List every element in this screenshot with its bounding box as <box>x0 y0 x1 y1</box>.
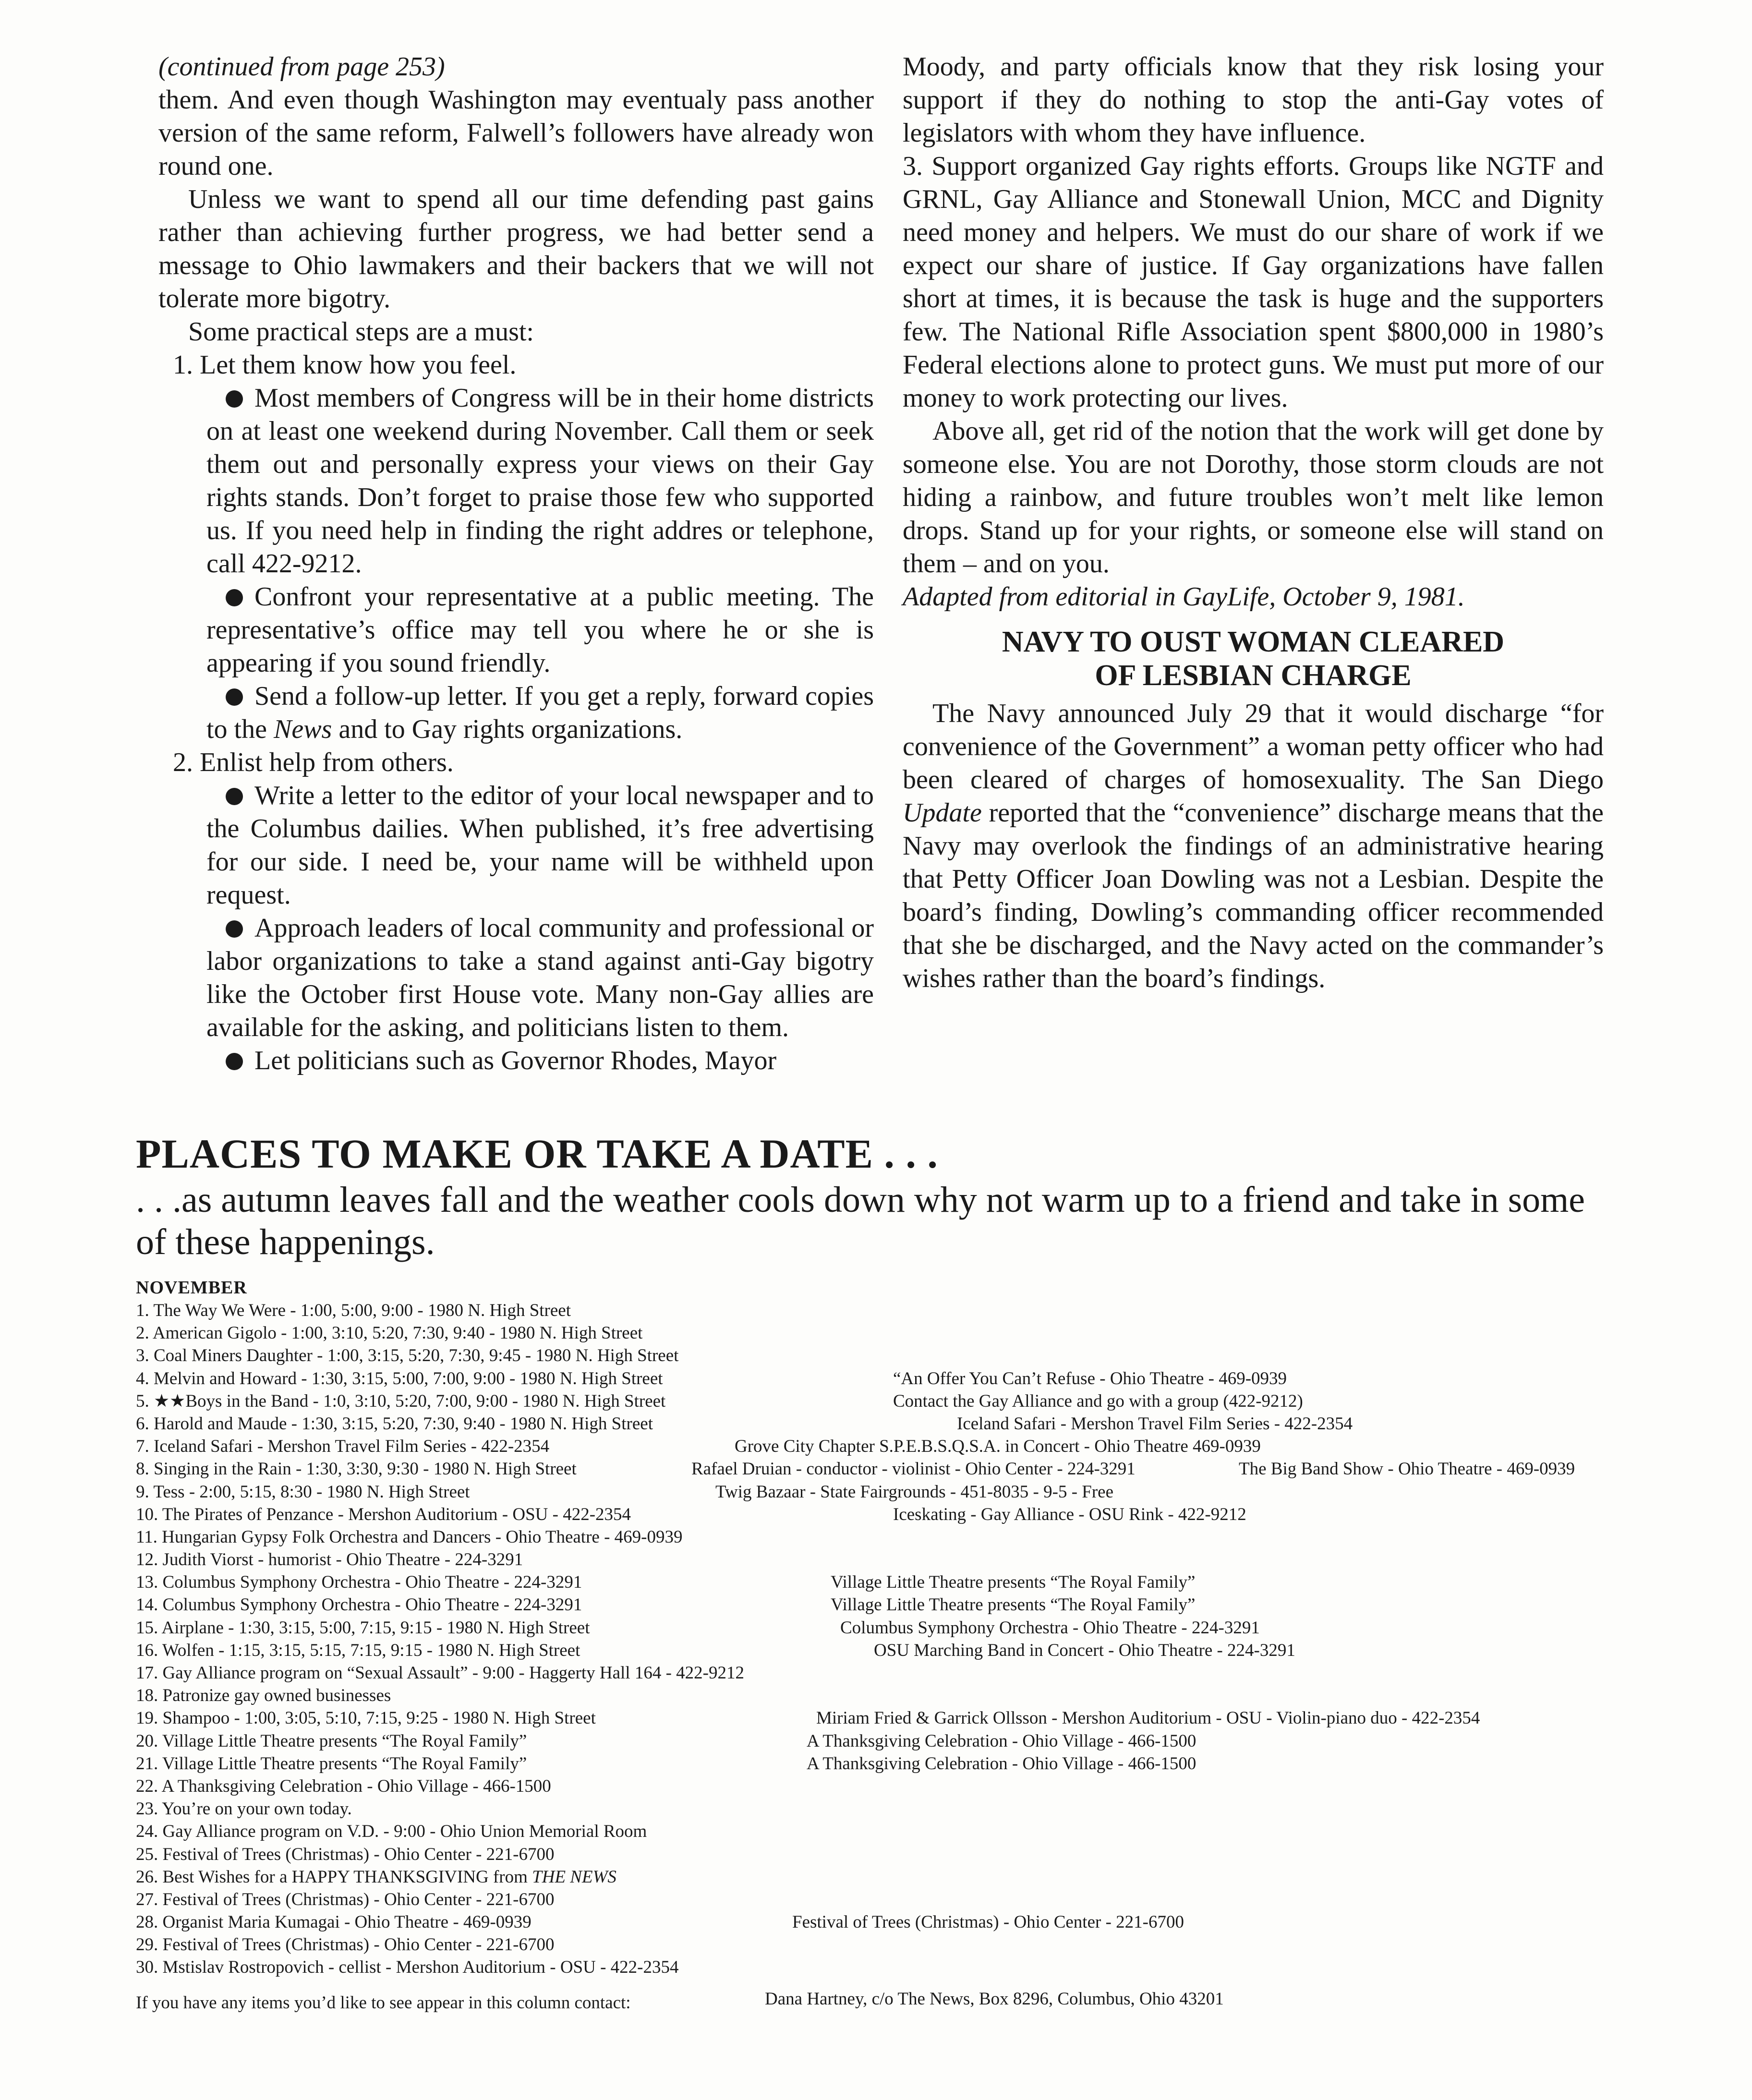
event-row: 13. Columbus Symphony Orchestra - Ohio Theatre - 224-3291 Village Little Theatre presents “The Royal Family” <box>136 1572 1196 1593</box>
step-2: 2. Enlist help from others. <box>173 748 454 777</box>
event-row: 10. The Pirates of Penzance - Mershon Auditorium - OSU - 422-2354 Iceskating - Gay Alliance - OSU Rink - 422-9212 <box>136 1504 1246 1524</box>
bullet-dot-icon <box>226 589 243 606</box>
bullet-dot-icon <box>226 1053 243 1070</box>
event-row: 4. Melvin and Howard - 1:30, 3:15, 5:00, 7:00, 9:00 - 1980 N. High Street “An Offer You Can’t Refuse - Ohio Theatre - 469-0939 <box>136 1368 1287 1388</box>
event-row: 3. Coal Miners Daughter - 1:00, 3:15, 5:20, 7:30, 9:45 - 1980 N. High Street <box>136 1346 679 1366</box>
bullet-item: Write a letter to the editor of your local newspaper and to the Columbus dailies. When published, it’s free advertising for our side. I need be, your name will be withheld upon request. <box>206 781 874 910</box>
event-row: 6. Harold and Maude - 1:30, 3:15, 5:20, 7:30, 9:40 - 1980 N. High Street Iceland Safari - Mershon Travel Film Series - 422-2354 <box>136 1413 1353 1434</box>
event-row: 29. Festival of Trees (Christmas) - Ohio Center - 221-6700 <box>136 1935 555 1955</box>
event-row: 27. Festival of Trees (Christmas) - Ohio Center - 221-6700 <box>136 1889 555 1909</box>
event-row: 1. The Way We Were - 1:00, 5:00, 9:00 - 1980 N. High Street <box>136 1301 571 1320</box>
paragraph: Unless we want to spend all our time defending past gains rather than achieving further progress, we had better send a message to Ohio lawmakers and their backers that we will not tolerate more bigotry. <box>158 184 874 314</box>
bullet-item: Most members of Congress will be in their home districts on at least one weekend during November. Call them or seek them out and personally express your views on their Gay rights stands. Don’t forget to praise those few who supported us. If you need help in finding the right addres or telephone, call 422-9212. <box>206 383 874 579</box>
article-left-column <box>158 50 874 1077</box>
bullet-dot-icon <box>226 688 243 706</box>
paragraph: Some practical steps are a must: <box>188 317 534 347</box>
event-row: 18. Patronize gay owned businesses <box>136 1686 391 1706</box>
event-row: 19. Shampoo - 1:00, 3:05, 5:10, 7:15, 9:25 - 1980 N. High Street Miriam Fried & Garrick Ollsson - Mershon Auditorium - OSU - Violin-piano duo - 422-2354 <box>136 1708 1480 1728</box>
paragraph: Above all, get rid of the notion that the work will get done by someone else. You are not Dorothy, those storm clouds are not hiding a rainbow, and future troubles won’t melt like lemon drops. Stand up for your rights, or someone else will stand on them – and on you. <box>903 416 1604 579</box>
step-1: 1. Let them know how you feel. <box>173 350 517 380</box>
bullet-item: Confront your representative at a public meeting. The representative’s office may tell you where he or she is appearing if you sound friendly. <box>206 582 874 678</box>
editorial-credit: Adapted from editorial in GayLife, October 9, 1981. <box>903 582 1465 612</box>
event-row: 24. Gay Alliance program on V.D. - 9:00 - Ohio Union Memorial Room <box>136 1822 647 1842</box>
bullet-item: Approach leaders of local community and professional or labor organizations to take a stand against anti-Gay bigotry like the October first House vote. Many non-Gay allies are available for the asking, and politicians listen to them. <box>206 913 874 1042</box>
bullet-dot-icon <box>226 390 243 408</box>
event-row: 26. Best Wishes for a HAPPY THANKSGIVING from THE NEWS <box>136 1867 616 1887</box>
paragraph: Moody, and party officials know that they risk losing your support if they do nothing to stop the anti-Gay votes of legislators with whom they have influence. <box>903 52 1604 148</box>
bullet-item: Let politicians such as Governor Rhodes, Mayor <box>158 1044 874 1077</box>
event-row: 11. Hungarian Gypsy Folk Orchestra and Dancers - Ohio Theatre - 469-0939 <box>136 1527 683 1547</box>
continued-note: (continued from page 253) <box>158 52 445 82</box>
event-row: 22. A Thanksgiving Celebration - Ohio Village - 466-1500 <box>136 1776 551 1796</box>
bullet-dot-icon <box>226 920 243 938</box>
event-row: 30. Mstislav Rostropovich - cellist - Mershon Auditorium - OSU - 422-2354 <box>136 1957 679 1978</box>
event-row: 23. You’re on your own today. <box>136 1799 352 1819</box>
event-row: 8. Singing in the Rain - 1:30, 3:30, 9:30 - 1980 N. High Street Rafael Druian - conductor - violinist - Ohio Center - 224-3291 The Big Band Show - Ohio Theatre - 469-0939 <box>136 1459 1575 1479</box>
bullet-dot-icon <box>226 788 243 805</box>
navy-headline: NAVY TO OUST WOMAN CLEARED OF LESBIAN CHARGE <box>1002 626 1505 692</box>
event-list <box>136 1299 1624 1979</box>
step-3: 3. Support organized Gay rights efforts. Groups like NGTF and GRNL, Gay Alliance and Stonewall Union, MCC and Dignity need money and helpers. We must do our share of work if we expect our share of justice. If Gay organizations have fallen short at times, it is because the task is huge and the supporters few. The National Rifle Association spent $800,000 in 1980’s Federal elections alone to protect guns. We must put more of our money to work protecting our lives. <box>903 151 1604 413</box>
footer-note: If you have any items you’d like to see appear in this column contact: <box>136 1993 631 2013</box>
event-row: 5. ★★Boys in the Band - 1:0, 3:10, 5:20, 7:00, 9:00 - 1980 N. High Street Contact the Gay Alliance and go with a group (422-9212) <box>136 1391 1303 1411</box>
navy-paragraph: The Navy announced July 29 that it would discharge “for convenience of the Government” a woman petty officer who had been cleared of charges of homosexuality. The San Diego Update reported that the “convenience” discharge means that the Navy may overlook the findings of an administrative hearing that Petty Officer Joan Dowling was not a Lesbian. Despite the board’s finding, Dowling’s commanding officer recommended that she be discharged, and the Navy acted on the commander’s wishes rather than the board’s findings. <box>903 699 1604 993</box>
bullet-item: Send a follow-up letter. If you get a reply, forward copies to the News and to Gay rights organizations. <box>206 681 874 744</box>
event-row: 16. Wolfen - 1:15, 3:15, 5:15, 7:15, 9:15 - 1980 N. High Street OSU Marching Band in Concert - Ohio Theatre - 224-3291 <box>136 1640 1295 1660</box>
article-right-column <box>903 50 1604 995</box>
footer-contact: Dana Hartney, c/o The News, Box 8296, Columbus, Ohio 43201 <box>765 1989 1224 2009</box>
paragraph: them. And even though Washington may eventualy pass another version of the same reform, Falwell’s followers have already won round one. <box>158 85 874 181</box>
event-row: 25. Festival of Trees (Christmas) - Ohio Center - 221-6700 <box>136 1844 555 1864</box>
events-title: PLACES TO MAKE OR TAKE A DATE . . . <box>136 1131 938 1177</box>
event-row: 2. American Gigolo - 1:00, 3:10, 5:20, 7:30, 9:40 - 1980 N. High Street <box>136 1323 643 1343</box>
event-row: 21. Village Little Theatre presents “The Royal Family” A Thanksgiving Celebration - Ohio Village - 466-1500 <box>136 1753 1196 1774</box>
event-row: 12. Judith Viorst - humorist - Ohio Theatre - 224-3291 <box>136 1550 523 1570</box>
event-row: 15. Airplane - 1:30, 3:15, 5:00, 7:15, 9:15 - 1980 N. High Street Columbus Symphony Orchestra - Ohio Theatre - 224-3291 <box>136 1617 1260 1638</box>
event-row: 20. Village Little Theatre presents “The Royal Family” A Thanksgiving Celebration - Ohio Village - 466-1500 <box>136 1731 1196 1751</box>
event-row: 17. Gay Alliance program on “Sexual Assault” - 9:00 - Haggerty Hall 164 - 422-9212 <box>136 1663 744 1683</box>
event-row: 9. Tess - 2:00, 5:15, 8:30 - 1980 N. High Street Twig Bazaar - State Fairgrounds - 451-8035 - 9-5 - Free <box>136 1482 1114 1502</box>
event-row: 14. Columbus Symphony Orchestra - Ohio Theatre - 224-3291 Village Little Theatre presents “The Royal Family” <box>136 1595 1196 1615</box>
month-heading: NOVEMBER <box>136 1278 247 1298</box>
event-row: 7. Iceland Safari - Mershon Travel Film Series - 422-2354 Grove City Chapter S.P.E.B.S.Q.S.A. in Concert - Ohio Theatre 469-0939 <box>136 1436 1261 1457</box>
event-row: 28. Organist Maria Kumagai - Ohio Theatre - 469-0939 Festival of Trees (Christmas) - Ohio Center - 221-6700 <box>136 1912 1184 1932</box>
events-subtitle: . . .as autumn leaves fall and the weather cools down why not warm up to a friend and take in some of these happenings. <box>136 1180 1585 1262</box>
